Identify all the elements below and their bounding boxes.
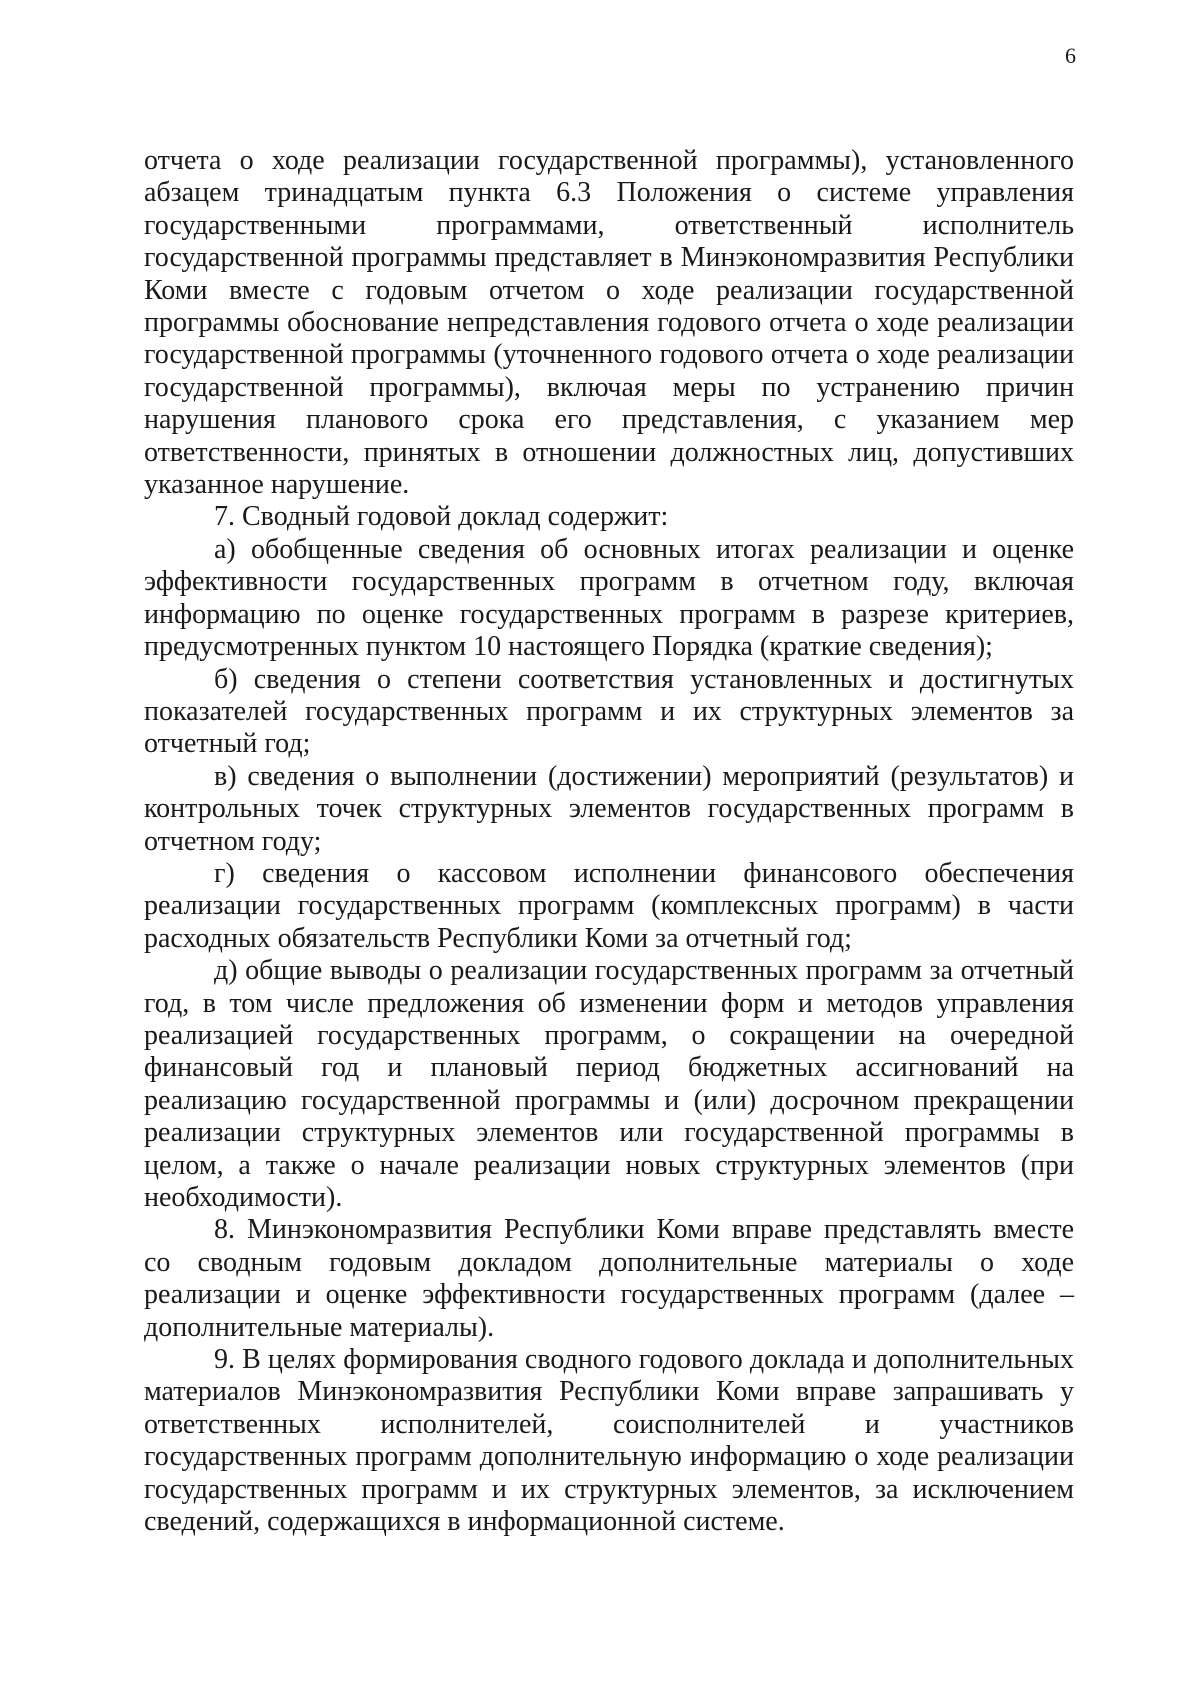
paragraph-item-7v: в) сведения о выполнении (достижении) мероприятий (результатов) и контрольных точек структурных элементов государственных программ в отчетном году; [144, 760, 1074, 857]
paragraph-item-7d: д) общие выводы о реализации государственных программ за отчетный год, в том числе предложения об изменении форм и методов управления реализацией государственных программ, о сокращении на очередной финансовый год и плановый период бюджетных ассигнований на реализацию государственной программы и (или) досрочном прекращении реализации структурных элементов или государственной программы в целом, а также о начале реализации новых структурных элементов (при необходимости). [144, 955, 1074, 1213]
page-number: 6 [1065, 43, 1076, 68]
paragraph-item-7g: г) сведения о кассовом исполнении финансового обеспечения реализации государственных программ (комплексных программ) в части расходных обязательств Республики Коми за отчетный год; [144, 857, 1074, 954]
paragraph-item-7a: а) обобщенные сведения об основных итогах реализации и оценке эффективности государственных программ в отчетном году, включая информацию по оценке государственных программ в разрезе критериев, предусмотренных пунктом 10 настоящего Порядка (краткие сведения); [144, 533, 1074, 663]
paragraph-item-7: 7. Сводный годовой доклад содержит: [214, 501, 669, 533]
document-body [144, 145, 1074, 1538]
paragraph-item-9: 9. В целях формирования сводного годового доклада и дополнительных материалов Минэкономразвития Республики Коми вправе запрашивать у ответственных исполнителей, соисполнителей и участников государственных программ дополнительную информацию о ходе реализации государственных программ и их структурных элементов, за исключением сведений, содержащихся в информационной системе. [144, 1344, 1074, 1538]
paragraph-item-7b: б) сведения о степени соответствия установленных и достигнутых показателей государственных программ и их структурных элементов за отчетный год; [144, 663, 1074, 760]
paragraph-continuation: отчета о ходе реализации государственной программы), установленного абзацем тринадцатым пункта 6.3 Положения о системе управления государственными программами, ответственный исполнитель государственной программы представляет в Минэкономразвития Республики Коми вместе с годовым отчетом о ходе реализации государственной программы обоснование непредставления годового отчета о ходе реализации государственной программы (уточненного годового отчета о ходе реализации государственной программы), включая меры по устранению причин нарушения планового срока его представления, с указанием мер ответственности, принятых в отношении должностных лиц, допустивших указанное нарушение. [144, 145, 1074, 501]
paragraph-item-8: 8. Минэкономразвития Республики Коми вправе представлять вместе со сводным годовым докладом дополнительные материалы о ходе реализации и оценке эффективности государственных программ (далее – дополнительные материалы). [144, 1214, 1074, 1343]
